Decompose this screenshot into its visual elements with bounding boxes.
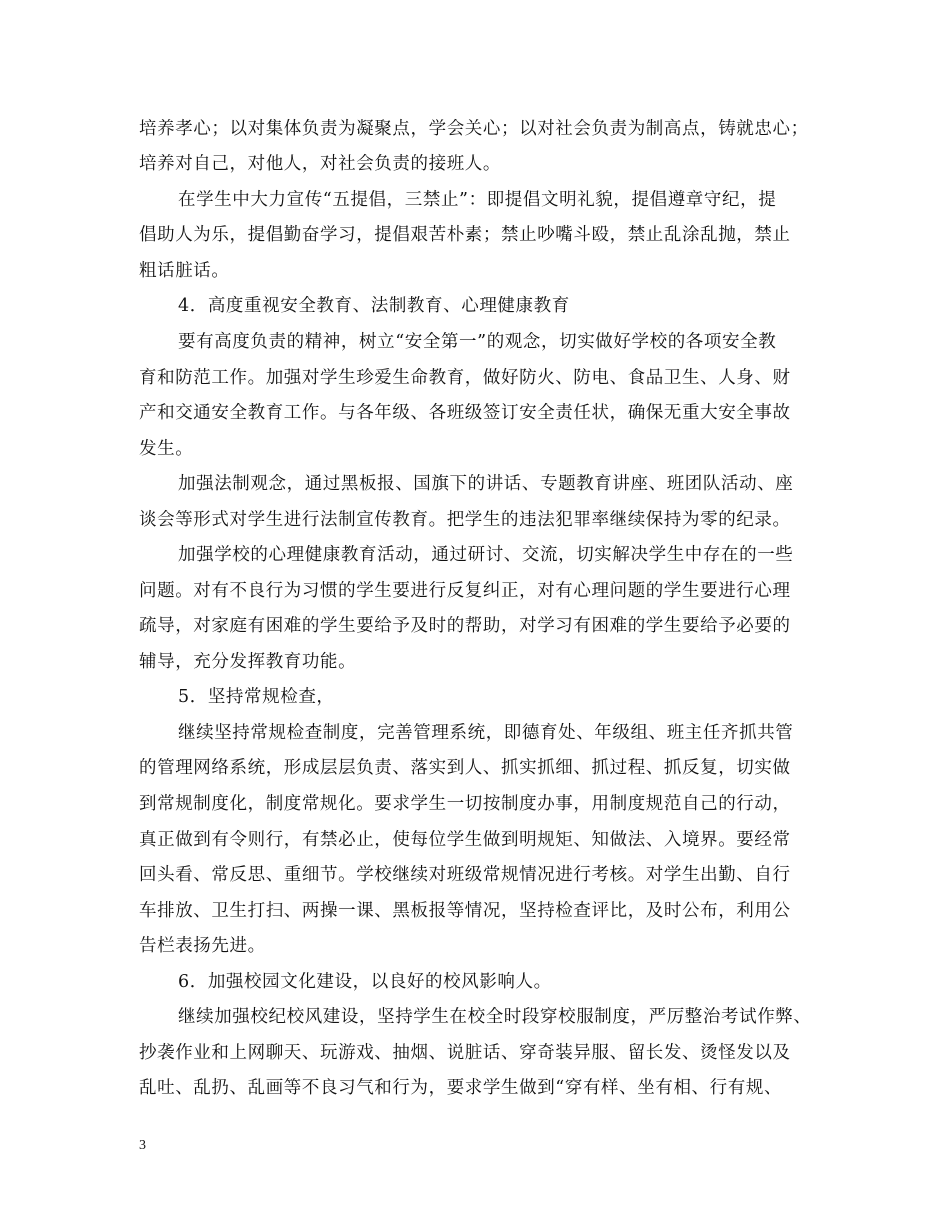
text-line: 回头看、常反思、重细节。学校继续对班级常规情况进行考核。对学生出勤、自行 [139, 865, 791, 885]
text-line: 培养对自己，对他人，对社会负责的接班人。 [139, 154, 501, 174]
text-line: 抄袭作业和上网聊天、玩游戏、抽烟、说脏话、穿奇装异服、留长发、烫怪发以及 [139, 1043, 791, 1063]
text-line: 发生。 [139, 439, 194, 459]
text-line: 育和防范工作。加强对学生珍爱生命教育，做好防火、防电、食品卫生、人身、财 [139, 368, 791, 388]
text-line: 谈会等形式对学生进行法制宣传教育。把学生的违法犯罪率继续保持为零的纪录。 [139, 510, 791, 530]
text-line: 告栏表扬先进。 [139, 936, 266, 956]
text-line: 产和交通安全教育工作。与各年级、各班级签订安全责任状，确保无重大安全事故 [139, 403, 791, 423]
text-line: 继续坚持常规检查制度，完善管理系统，即德育处、年级组、班主任齐抓共管 [178, 723, 794, 743]
text-line: 要有高度负责的精神，树立“安全第一”的观念，切实做好学校的各项安全教 [178, 332, 777, 352]
text-line: 乱吐、乱扔、乱画等不良习气和行为，要求学生做到“穿有样、坐有相、行有规、 [139, 1078, 783, 1098]
text-line: 倡助人为乐，提倡勤奋学习，提倡艰苦朴素；禁止吵嘴斗殴，禁止乱涂乱抛，禁止 [139, 225, 791, 245]
text-line: 到常规制度化，制度常规化。要求学生一切按制度办事，用制度规范自己的行动， [139, 794, 791, 814]
text-line: 真正做到有令则行，有禁必止，使每位学生做到明规矩、知做法、入境界。要经常 [139, 830, 791, 850]
text-line: 培养孝心；以对集体负责为凝聚点，学会关心；以对社会负责为制高点，铸就忠心； [139, 119, 809, 139]
text-line: 辅导，充分发挥教育功能。 [139, 652, 357, 672]
text-line: 加强学校的心理健康教育活动，通过研讨、交流，切实解决学生中存在的一些 [178, 545, 794, 565]
text-line: 在学生中大力宣传“五提倡，三禁止”：即提倡文明礼貌，提倡遵章守纪，提 [178, 190, 777, 210]
text-line: 加强法制观念，通过黑板报、国旗下的讲话、专题教育讲座、班团队活动、座 [178, 474, 794, 494]
text-line: 的管理网络系统，形成层层负责、落实到人、抓实抓细、抓过程、抓反复，切实做 [139, 758, 791, 778]
text-line: 问题。对有不良行为习惯的学生要进行反复纠正，对有心理问题的学生要进行心理 [139, 581, 791, 601]
text-line: 粗话脏话。 [139, 261, 230, 281]
text-line: 车排放、卫生打扫、两操一课、黑板报等情况，坚持检查评比，及时公布，利用公 [139, 901, 791, 921]
section-heading: 6．加强校园文化建设，以良好的校风影响人。 [178, 972, 552, 992]
page-number: 3 [139, 1138, 146, 1153]
text-line: 继续加强校纪校风建设，坚持学生在校全时段穿校服制度，严厉整治考试作弊、 [178, 1007, 812, 1027]
section-heading: 5．坚持常规检查， [178, 687, 335, 707]
text-line: 疏导，对家庭有困难的学生要给予及时的帮助，对学习有困难的学生要给予必要的 [139, 616, 791, 636]
section-heading: 4．高度重视安全教育、法制教育、心理健康教育 [178, 296, 570, 316]
